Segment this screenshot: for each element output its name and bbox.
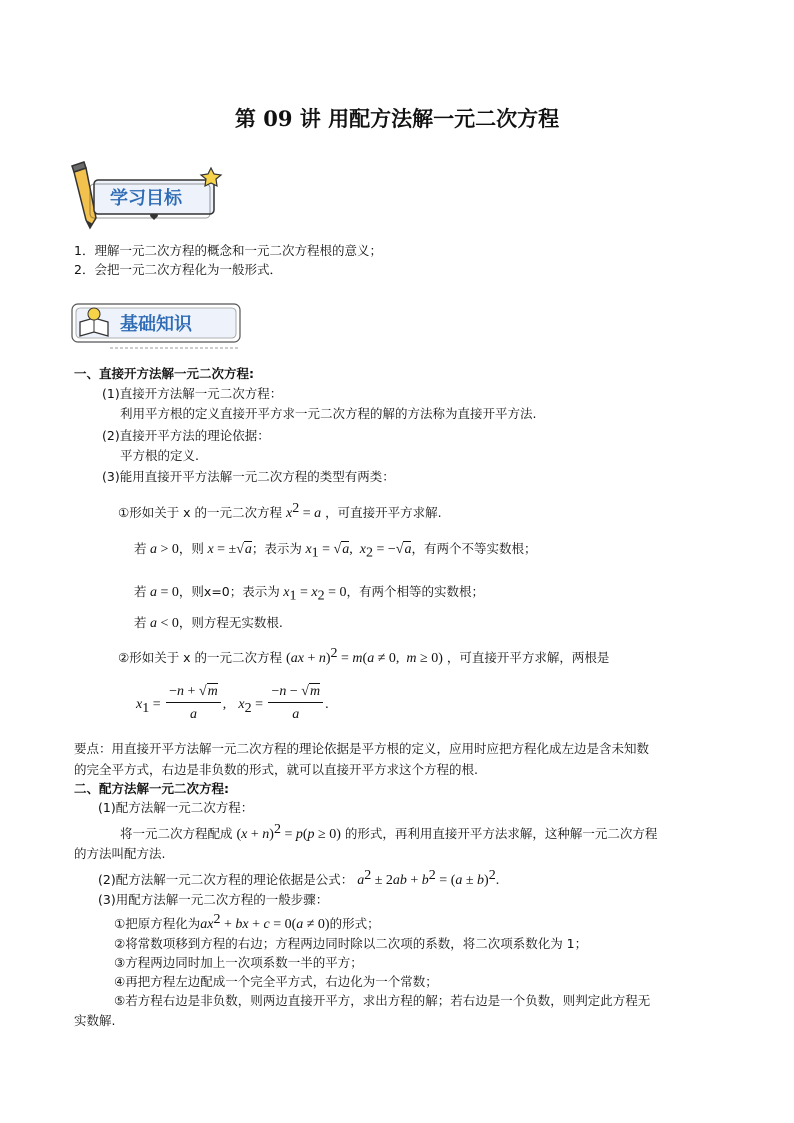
page-title: 第 09 讲 用配方法解一元二次方程 — [234, 106, 560, 131]
objective-item: 2．会把一元二次方程化为一般形式． — [74, 262, 282, 277]
section-heading: 二、配方法解一元二次方程: — [74, 781, 229, 796]
svg-text:基础知识: 基础知识 — [120, 314, 192, 335]
paragraph: (2)配方法解一元二次方程的理论依据是公式： $a^2 \pm 2ab + b^2 = (a \pm b)^2$. — [98, 868, 500, 889]
objectives-badge — [66, 158, 226, 230]
paragraph: 将一元二次方程配成 $(x + n)^2 = p(p \ge 0)$ 的形式，再利用直接开平方法求解，这种解一元二次方程 — [120, 822, 658, 843]
paragraph: (3)能用直接开平方法解一元二次方程的类型有两类： — [102, 469, 395, 484]
step-item: ②将常数项移到方程的右边；方程两边同时除以二次项的系数，将二次项系数化为 1； — [114, 936, 588, 951]
case-2-roots: $x_1$ = $\frac{-n + √m}{a}$ , $x_2$ = $\frac{-n - √m}{a}$ . — [136, 684, 329, 722]
knowledge-badge — [70, 298, 245, 354]
step-item: ④再把方程左边配成一个完全平方式，右边化为一个常数； — [114, 974, 438, 989]
paragraph: (1)配方法解一元二次方程： — [98, 800, 254, 815]
paragraph: (3)用配方法解一元二次方程的一般步骤： — [98, 892, 329, 907]
case-1-rule-negative: 若 a < 0，则方程无实数根. — [134, 615, 283, 631]
paragraph: (1)直接开方法解一元二次方程： — [102, 386, 283, 401]
key-point-line-2: 的完全平方式，右边是非负数的形式，就可以直接开平方求这个方程的根. — [74, 762, 478, 777]
step-item: ①把原方程化为$ax^2$ + bx + c = 0(a ≠ 0)的形式； — [114, 912, 380, 933]
case-2-line: ②形如关于 x 的一元二次方程 (ax + n)$^2$ = m(a ≠ 0, m ≥ 0) ，可直接开平方求解，两根是 — [118, 646, 610, 667]
case-1-line: ①形如关于 x 的一元二次方程 $x^2 = a$ ，可直接开平方求解. — [118, 501, 442, 522]
paragraph: 的方法叫配方法. — [74, 846, 166, 861]
paragraph: 利用平方根的定义直接开平方求一元二次方程的解的方法称为直接开平方法. — [120, 406, 537, 421]
step-item: ⑤若方程右边是非负数，则两边直接开平方，求出方程的解；若右边是一个负数，则判定此方程无 — [114, 993, 651, 1008]
paragraph: (2)直接开平方法的理论依据： — [102, 428, 270, 443]
case-1-rule-positive: 若 a > 0，则 x = ±√a；表示为 $x_1 = √a$, $x_2 = -√a$，有两个不等实数根； — [134, 541, 537, 561]
key-point-line-1: 要点：用直接开平方法解一元二次方程的理论依据是平方根的定义，应用时应把方程化成左边是含未知数 — [74, 741, 650, 756]
heart-icon — [150, 214, 158, 221]
paragraph: 平方根的定义. — [120, 448, 199, 463]
objective-item: 1．理解一元二次方程的概念和一元二次方程根的意义； — [74, 243, 382, 258]
step-item: ③方程两边同时加上一次项系数一半的平方； — [114, 955, 363, 970]
step-item-continued: 实数解. — [74, 1013, 116, 1028]
case-1-rule-zero: 若 a = 0，则x=0；表示为 $x_1 = x_2 = 0$，有两个相等的实数根； — [134, 584, 485, 604]
svg-text:学习目标: 学习目标 — [110, 188, 182, 209]
section-heading: 一、直接开方法解一元二次方程: — [74, 366, 254, 381]
